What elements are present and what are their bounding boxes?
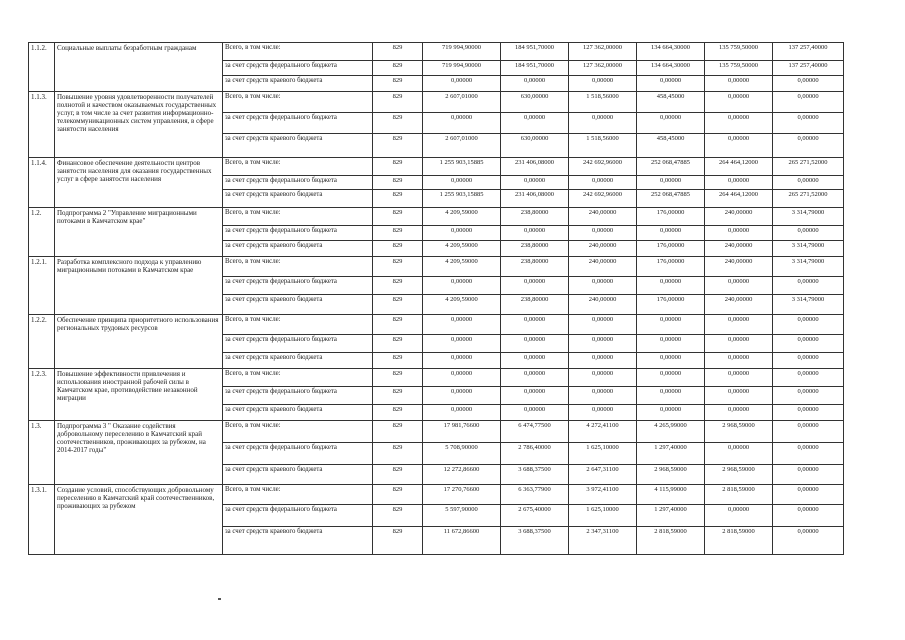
year-value: 0,00000 bbox=[569, 369, 637, 387]
total-value: 0,00000 bbox=[423, 335, 501, 353]
year-value: 176,00000 bbox=[637, 257, 705, 277]
year-value: 0,00000 bbox=[637, 387, 705, 405]
year-value: 0,00000 bbox=[705, 405, 773, 421]
funding-source: за счет средств краевого бюджета bbox=[223, 241, 373, 257]
year-value: 231 406,08000 bbox=[501, 190, 569, 208]
item-number: 1.3. bbox=[29, 421, 55, 485]
funding-source: Всего, в том числе: bbox=[223, 369, 373, 387]
year-value: 264 464,12000 bbox=[705, 158, 773, 176]
year-value: 176,00000 bbox=[637, 208, 705, 226]
year-value: 0,00000 bbox=[773, 465, 844, 485]
year-value: 0,00000 bbox=[637, 369, 705, 387]
item-number: 1.3.1. bbox=[29, 485, 55, 555]
item-number: 1.2. bbox=[29, 208, 55, 257]
year-value: 0,00000 bbox=[501, 335, 569, 353]
year-value: 3 688,37500 bbox=[501, 527, 569, 555]
year-value: 0,00000 bbox=[773, 405, 844, 421]
total-value: 0,00000 bbox=[423, 353, 501, 369]
year-value: 2 818,59000 bbox=[637, 527, 705, 555]
year-value: 0,00000 bbox=[773, 176, 844, 190]
year-value: 0,00000 bbox=[705, 387, 773, 405]
year-value: 1 518,56000 bbox=[569, 134, 637, 158]
year-value: 265 271,52000 bbox=[773, 158, 844, 176]
item-number: 1.1.4. bbox=[29, 158, 55, 208]
year-value: 252 068,47885 bbox=[637, 190, 705, 208]
year-value: 0,00000 bbox=[773, 315, 844, 335]
year-value: 2 968,59000 bbox=[705, 465, 773, 485]
item-number: 1.2.1. bbox=[29, 257, 55, 315]
year-value: 6 474,77500 bbox=[501, 421, 569, 443]
total-value: 0,00000 bbox=[423, 405, 501, 421]
year-value: 1 297,40000 bbox=[637, 505, 705, 527]
funding-source: за счет средств федерального бюджета bbox=[223, 61, 373, 76]
funding-source: за счет средств краевого бюджета bbox=[223, 353, 373, 369]
year-value: 1 518,56000 bbox=[569, 92, 637, 113]
table-row bbox=[29, 208, 844, 226]
year-value: 0,00000 bbox=[705, 176, 773, 190]
funding-source: Всего, в том числе: bbox=[223, 158, 373, 176]
year-value: 137 257,40000 bbox=[773, 43, 844, 61]
year-value: 240,00000 bbox=[569, 295, 637, 315]
year-value: 0,00000 bbox=[501, 226, 569, 241]
year-value: 0,00000 bbox=[773, 113, 844, 134]
year-value: 0,00000 bbox=[501, 353, 569, 369]
year-value: 0,00000 bbox=[501, 277, 569, 295]
year-value: 0,00000 bbox=[637, 176, 705, 190]
budget-code: 829 bbox=[373, 241, 423, 257]
year-value: 242 692,96000 bbox=[569, 190, 637, 208]
budget-code: 829 bbox=[373, 226, 423, 241]
year-value: 0,00000 bbox=[637, 113, 705, 134]
total-value: 2 607,01000 bbox=[423, 92, 501, 113]
year-value: 3 314,79000 bbox=[773, 257, 844, 277]
year-value: 0,00000 bbox=[637, 405, 705, 421]
year-value: 0,00000 bbox=[773, 277, 844, 295]
total-value: 719 994,90000 bbox=[423, 61, 501, 76]
budget-code: 829 bbox=[373, 134, 423, 158]
year-value: 176,00000 bbox=[637, 241, 705, 257]
year-value: 238,80000 bbox=[501, 295, 569, 315]
total-value: 4 209,59000 bbox=[423, 295, 501, 315]
budget-code: 829 bbox=[373, 190, 423, 208]
item-name: Социальные выплаты безработным гражданам bbox=[55, 43, 223, 92]
year-value: 0,00000 bbox=[705, 277, 773, 295]
year-value: 0,00000 bbox=[773, 485, 844, 505]
funding-source: Всего, в том числе: bbox=[223, 485, 373, 505]
total-value: 0,00000 bbox=[423, 226, 501, 241]
year-value: 0,00000 bbox=[773, 76, 844, 92]
budget-code: 829 bbox=[373, 176, 423, 190]
table-row bbox=[29, 485, 844, 505]
funding-source: за счет средств федерального бюджета bbox=[223, 226, 373, 241]
year-value: 240,00000 bbox=[705, 241, 773, 257]
year-value: 184 951,70000 bbox=[501, 61, 569, 76]
budget-code: 829 bbox=[373, 315, 423, 335]
year-value: 0,00000 bbox=[569, 76, 637, 92]
total-value: 4 209,59000 bbox=[423, 208, 501, 226]
year-value: 0,00000 bbox=[705, 335, 773, 353]
funding-source: Всего, в том числе: bbox=[223, 315, 373, 335]
year-value: 1 625,10000 bbox=[569, 443, 637, 465]
total-value: 0,00000 bbox=[423, 387, 501, 405]
year-value: 0,00000 bbox=[637, 277, 705, 295]
year-value: 3 314,79000 bbox=[773, 241, 844, 257]
year-value: 0,00000 bbox=[569, 405, 637, 421]
budget-code: 829 bbox=[373, 277, 423, 295]
funding-source: за счет средств краевого бюджета bbox=[223, 527, 373, 555]
table-row bbox=[29, 92, 844, 113]
year-value: 0,00000 bbox=[773, 369, 844, 387]
total-value: 12 272,86600 bbox=[423, 465, 501, 485]
page-mark bbox=[218, 598, 221, 600]
year-value: 0,00000 bbox=[569, 277, 637, 295]
year-value: 3 688,37500 bbox=[501, 465, 569, 485]
year-value: 231 406,08000 bbox=[501, 158, 569, 176]
year-value: 0,00000 bbox=[637, 335, 705, 353]
funding-source: за счет средств краевого бюджета bbox=[223, 76, 373, 92]
year-value: 0,00000 bbox=[637, 315, 705, 335]
year-value: 0,00000 bbox=[501, 405, 569, 421]
funding-source: за счет средств федерального бюджета bbox=[223, 176, 373, 190]
year-value: 0,00000 bbox=[773, 335, 844, 353]
year-value: 176,00000 bbox=[637, 295, 705, 315]
year-value: 0,00000 bbox=[569, 315, 637, 335]
year-value: 0,00000 bbox=[637, 226, 705, 241]
year-value: 0,00000 bbox=[773, 527, 844, 555]
year-value: 127 362,00000 bbox=[569, 43, 637, 61]
year-value: 0,00000 bbox=[569, 226, 637, 241]
budget-code: 829 bbox=[373, 353, 423, 369]
year-value: 0,00000 bbox=[501, 369, 569, 387]
year-value: 0,00000 bbox=[569, 387, 637, 405]
budget-code: 829 bbox=[373, 43, 423, 61]
budget-code: 829 bbox=[373, 76, 423, 92]
year-value: 135 759,50000 bbox=[705, 43, 773, 61]
year-value: 0,00000 bbox=[705, 134, 773, 158]
funding-source: за счет средств краевого бюджета bbox=[223, 295, 373, 315]
year-value: 458,45000 bbox=[637, 92, 705, 113]
year-value: 2 675,40000 bbox=[501, 505, 569, 527]
year-value: 0,00000 bbox=[705, 92, 773, 113]
year-value: 0,00000 bbox=[773, 226, 844, 241]
year-value: 0,00000 bbox=[705, 113, 773, 134]
table-row bbox=[29, 369, 844, 387]
funding-source: за счет средств краевого бюджета bbox=[223, 190, 373, 208]
budget-code: 829 bbox=[373, 208, 423, 226]
funding-source: Всего, в том числе: bbox=[223, 92, 373, 113]
year-value: 0,00000 bbox=[705, 315, 773, 335]
funding-source: Всего, в том числе: bbox=[223, 257, 373, 277]
year-value: 0,00000 bbox=[773, 92, 844, 113]
total-value: 0,00000 bbox=[423, 176, 501, 190]
total-value: 1 255 903,15885 bbox=[423, 158, 501, 176]
year-value: 134 664,30000 bbox=[637, 61, 705, 76]
year-value: 0,00000 bbox=[705, 505, 773, 527]
budget-code: 829 bbox=[373, 387, 423, 405]
year-value: 127 362,00000 bbox=[569, 61, 637, 76]
funding-source: Всего, в том числе: bbox=[223, 208, 373, 226]
year-value: 252 068,47885 bbox=[637, 158, 705, 176]
funding-source: за счет средств краевого бюджета bbox=[223, 134, 373, 158]
year-value: 0,00000 bbox=[773, 353, 844, 369]
year-value: 0,00000 bbox=[637, 76, 705, 92]
year-value: 240,00000 bbox=[569, 241, 637, 257]
funding-source: Всего, в том числе: bbox=[223, 43, 373, 61]
budget-code: 829 bbox=[373, 465, 423, 485]
item-name: Разработка комплексного подхода к управлению миграционными потоками в Камчатском крае bbox=[55, 257, 223, 315]
funding-source: Всего, в том числе: bbox=[223, 421, 373, 443]
year-value: 0,00000 bbox=[705, 369, 773, 387]
year-value: 0,00000 bbox=[705, 76, 773, 92]
year-value: 2 818,59000 bbox=[705, 485, 773, 505]
funding-source: за счет средств краевого бюджета bbox=[223, 465, 373, 485]
total-value: 5 708,90000 bbox=[423, 443, 501, 465]
total-value: 2 607,01000 bbox=[423, 134, 501, 158]
year-value: 0,00000 bbox=[773, 134, 844, 158]
year-value: 3 314,79000 bbox=[773, 208, 844, 226]
table-body bbox=[29, 43, 844, 555]
funding-source: за счет средств федерального бюджета bbox=[223, 505, 373, 527]
budget-code: 829 bbox=[373, 421, 423, 443]
year-value: 0,00000 bbox=[569, 353, 637, 369]
year-value: 3 314,79000 bbox=[773, 295, 844, 315]
item-name: Повышение уровня удовлетворенности получателей полнотой и качеством оказываемых государственных услуг, в том числе за счет развития информационно-телекоммуникационных систем управления, в сфере занятости населения bbox=[55, 92, 223, 158]
total-value: 1 255 903,15885 bbox=[423, 190, 501, 208]
budget-code: 829 bbox=[373, 405, 423, 421]
funding-source: за счет средств краевого бюджета bbox=[223, 405, 373, 421]
year-value: 238,80000 bbox=[501, 208, 569, 226]
year-value: 238,80000 bbox=[501, 257, 569, 277]
year-value: 240,00000 bbox=[705, 295, 773, 315]
year-value: 6 363,77900 bbox=[501, 485, 569, 505]
year-value: 0,00000 bbox=[501, 315, 569, 335]
year-value: 0,00000 bbox=[569, 335, 637, 353]
year-value: 4 115,99000 bbox=[637, 485, 705, 505]
year-value: 2 347,31100 bbox=[569, 527, 637, 555]
total-value: 4 209,59000 bbox=[423, 257, 501, 277]
year-value: 0,00000 bbox=[501, 387, 569, 405]
total-value: 719 994,90000 bbox=[423, 43, 501, 61]
table-row bbox=[29, 158, 844, 176]
year-value: 458,45000 bbox=[637, 134, 705, 158]
funding-source: за счет средств федерального бюджета bbox=[223, 335, 373, 353]
year-value: 265 271,52000 bbox=[773, 190, 844, 208]
item-number: 1.2.2. bbox=[29, 315, 55, 369]
year-value: 264 464,12000 bbox=[705, 190, 773, 208]
table-row bbox=[29, 315, 844, 335]
year-value: 240,00000 bbox=[705, 257, 773, 277]
item-number: 1.1.2. bbox=[29, 43, 55, 92]
year-value: 0,00000 bbox=[569, 176, 637, 190]
year-value: 2 968,59000 bbox=[637, 465, 705, 485]
funding-source: за счет средств федерального бюджета bbox=[223, 387, 373, 405]
funding-source: за счет средств федерального бюджета bbox=[223, 443, 373, 465]
total-value: 0,00000 bbox=[423, 277, 501, 295]
year-value: 0,00000 bbox=[705, 353, 773, 369]
year-value: 242 692,96000 bbox=[569, 158, 637, 176]
budget-code: 829 bbox=[373, 257, 423, 277]
year-value: 4 265,99000 bbox=[637, 421, 705, 443]
year-value: 0,00000 bbox=[773, 505, 844, 527]
item-name: Финансовое обеспечение деятельности центров занятости населения для оказания государственных услуг в сфере занятости населения bbox=[55, 158, 223, 208]
year-value: 3 972,41100 bbox=[569, 485, 637, 505]
budget-code: 829 bbox=[373, 505, 423, 527]
total-value: 5 597,90000 bbox=[423, 505, 501, 527]
item-name: Повышение эффективности привлечения и использования иностранной рабочей силы в Камчатском крае, противодействие незаконной миграции bbox=[55, 369, 223, 421]
year-value: 0,00000 bbox=[773, 421, 844, 443]
table-row bbox=[29, 43, 844, 61]
item-number: 1.2.3. bbox=[29, 369, 55, 421]
year-value: 630,00000 bbox=[501, 92, 569, 113]
year-value: 240,00000 bbox=[569, 208, 637, 226]
total-value: 11 672,86600 bbox=[423, 527, 501, 555]
budget-code: 829 bbox=[373, 527, 423, 555]
total-value: 0,00000 bbox=[423, 113, 501, 134]
year-value: 240,00000 bbox=[569, 257, 637, 277]
budget-code: 829 bbox=[373, 158, 423, 176]
year-value: 238,80000 bbox=[501, 241, 569, 257]
budget-code: 829 bbox=[373, 335, 423, 353]
year-value: 0,00000 bbox=[773, 387, 844, 405]
year-value: 1 297,40000 bbox=[637, 443, 705, 465]
year-value: 4 272,41100 bbox=[569, 421, 637, 443]
budget-code: 829 bbox=[373, 443, 423, 465]
budget-code: 829 bbox=[373, 485, 423, 505]
item-name: Создание условий, способствующих добровольному переселению в Камчатский край соотечественников, проживающих за рубежом bbox=[55, 485, 223, 555]
funding-source: за счет средств федерального бюджета bbox=[223, 277, 373, 295]
item-name: Обеспечение принципа приоритетного использования региональных трудовых ресурсов bbox=[55, 315, 223, 369]
budget-table bbox=[28, 42, 844, 555]
budget-code: 829 bbox=[373, 92, 423, 113]
year-value: 0,00000 bbox=[501, 76, 569, 92]
year-value: 630,00000 bbox=[501, 134, 569, 158]
year-value: 184 951,70000 bbox=[501, 43, 569, 61]
item-name: Подпрограмма 2 "Управление миграционными потоками в Камчатском крае" bbox=[55, 208, 223, 257]
total-value: 0,00000 bbox=[423, 315, 501, 335]
year-value: 0,00000 bbox=[569, 113, 637, 134]
year-value: 2 647,31100 bbox=[569, 465, 637, 485]
year-value: 0,00000 bbox=[501, 113, 569, 134]
total-value: 0,00000 bbox=[423, 76, 501, 92]
total-value: 17 270,76600 bbox=[423, 485, 501, 505]
budget-code: 829 bbox=[373, 113, 423, 134]
total-value: 17 981,76600 bbox=[423, 421, 501, 443]
year-value: 0,00000 bbox=[637, 353, 705, 369]
year-value: 0,00000 bbox=[705, 443, 773, 465]
year-value: 0,00000 bbox=[773, 443, 844, 465]
budget-code: 829 bbox=[373, 369, 423, 387]
year-value: 2 968,59000 bbox=[705, 421, 773, 443]
year-value: 1 625,10000 bbox=[569, 505, 637, 527]
year-value: 240,00000 bbox=[705, 208, 773, 226]
year-value: 135 759,50000 bbox=[705, 61, 773, 76]
year-value: 137 257,40000 bbox=[773, 61, 844, 76]
year-value: 134 664,30000 bbox=[637, 43, 705, 61]
year-value: 2 818,59000 bbox=[705, 527, 773, 555]
budget-code: 829 bbox=[373, 295, 423, 315]
table-row bbox=[29, 421, 844, 443]
year-value: 0,00000 bbox=[501, 176, 569, 190]
item-name: Подпрограмма 3 " Оказание содействия добровольному переселению в Камчатский край соотечественников, проживающих за рубежом, на 2014-2017 годы" bbox=[55, 421, 223, 485]
total-value: 4 209,59000 bbox=[423, 241, 501, 257]
year-value: 0,00000 bbox=[705, 226, 773, 241]
table-row bbox=[29, 257, 844, 277]
item-number: 1.1.3. bbox=[29, 92, 55, 158]
budget-code: 829 bbox=[373, 61, 423, 76]
total-value: 0,00000 bbox=[423, 369, 501, 387]
funding-source: за счет средств федерального бюджета bbox=[223, 113, 373, 134]
year-value: 2 786,40000 bbox=[501, 443, 569, 465]
